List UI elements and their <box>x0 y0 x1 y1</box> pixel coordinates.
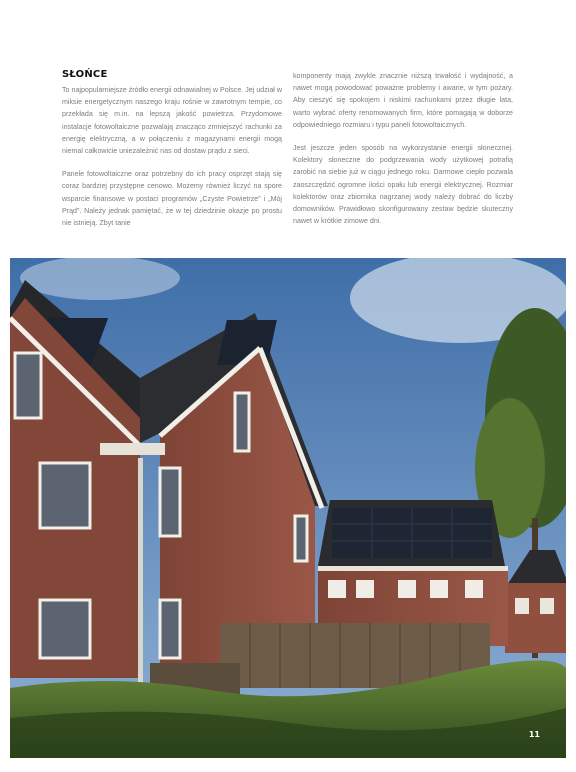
main-house-window <box>160 468 180 536</box>
left-column <box>62 84 282 240</box>
houses-photo <box>10 258 566 758</box>
main-house-trim <box>100 443 165 455</box>
page-number: 11 <box>528 730 540 739</box>
far-house-wall <box>505 583 566 653</box>
main-house-window <box>235 393 249 451</box>
drainpipe <box>138 458 143 698</box>
right-paragraph-2: Jest jeszcze jeden sposób na wykorzystanie energii słonecznej. Kolektory słoneczne do podgrzewania wody użytkowej potrafią zarobić na siebie już w ciągu jednego roku. Darmowe ciepło pozwala zaoszczędzić ogromne ilości opału lub energii elektrycznej. Rozmiar kolektorów oraz zbiornika nagrzanej wody należy dobrać do liczby domowników. Prawidłowo skonfigurowany zestaw będzie skuteczny nawet w krótkie zimowe dni. <box>293 144 513 226</box>
main-house-window <box>40 463 90 528</box>
left-paragraph-2: Panele fotowoltaiczne oraz potrzebny do ich pracy osprzęt stają się coraz bardziej przystępne cenowo. Możemy również liczyć na spore wsparcie finansowe w postaci programów „Czyste Powietrze” i „Mój Prąd”. Należy jednak pamiętać, że w tej dziedzinie okazje po prostu nie istnieją. Zbyt tanie <box>62 170 282 228</box>
main-house-window <box>295 516 307 561</box>
main-house-window <box>40 600 90 658</box>
main-house-window <box>160 600 180 658</box>
left-paragraph-1: To najpopularniejsze źródło energii odnawialnej w Polsce. Jej udział w miksie energetycznym naszego kraju rośnie w zawrotnym tempie, co przekłada się m.in. na lepszą jakość powietrza. Przydomowe instalacje fotowoltaiczne pozwalają znacząco zmniejszyć rachunki za energię elektryczną, a w połączeniu z magazynami energii mogą niemal całkowicie uniezależnić nas od dostaw prądu z sieci. <box>62 86 282 156</box>
cloud <box>20 258 180 300</box>
main-house-window <box>15 353 41 418</box>
houses-illustration <box>10 258 566 758</box>
article-heading: SŁOŃCE <box>62 69 108 80</box>
right-column <box>293 70 513 238</box>
right-paragraph-1: komponenty mają zwykle znacznie niższą trwałość i wydajność, a nawet mogą powodować poważne problemy i awarie, w tym pożary. Aby cieszyć się spokojem i niskimi rachunkami przez długie lata, warto wybrać oferty renomowanych firm, które pomagają w doborze odpowiedniego rozmiaru i typu paneli fotowoltaicznych. <box>293 72 513 129</box>
